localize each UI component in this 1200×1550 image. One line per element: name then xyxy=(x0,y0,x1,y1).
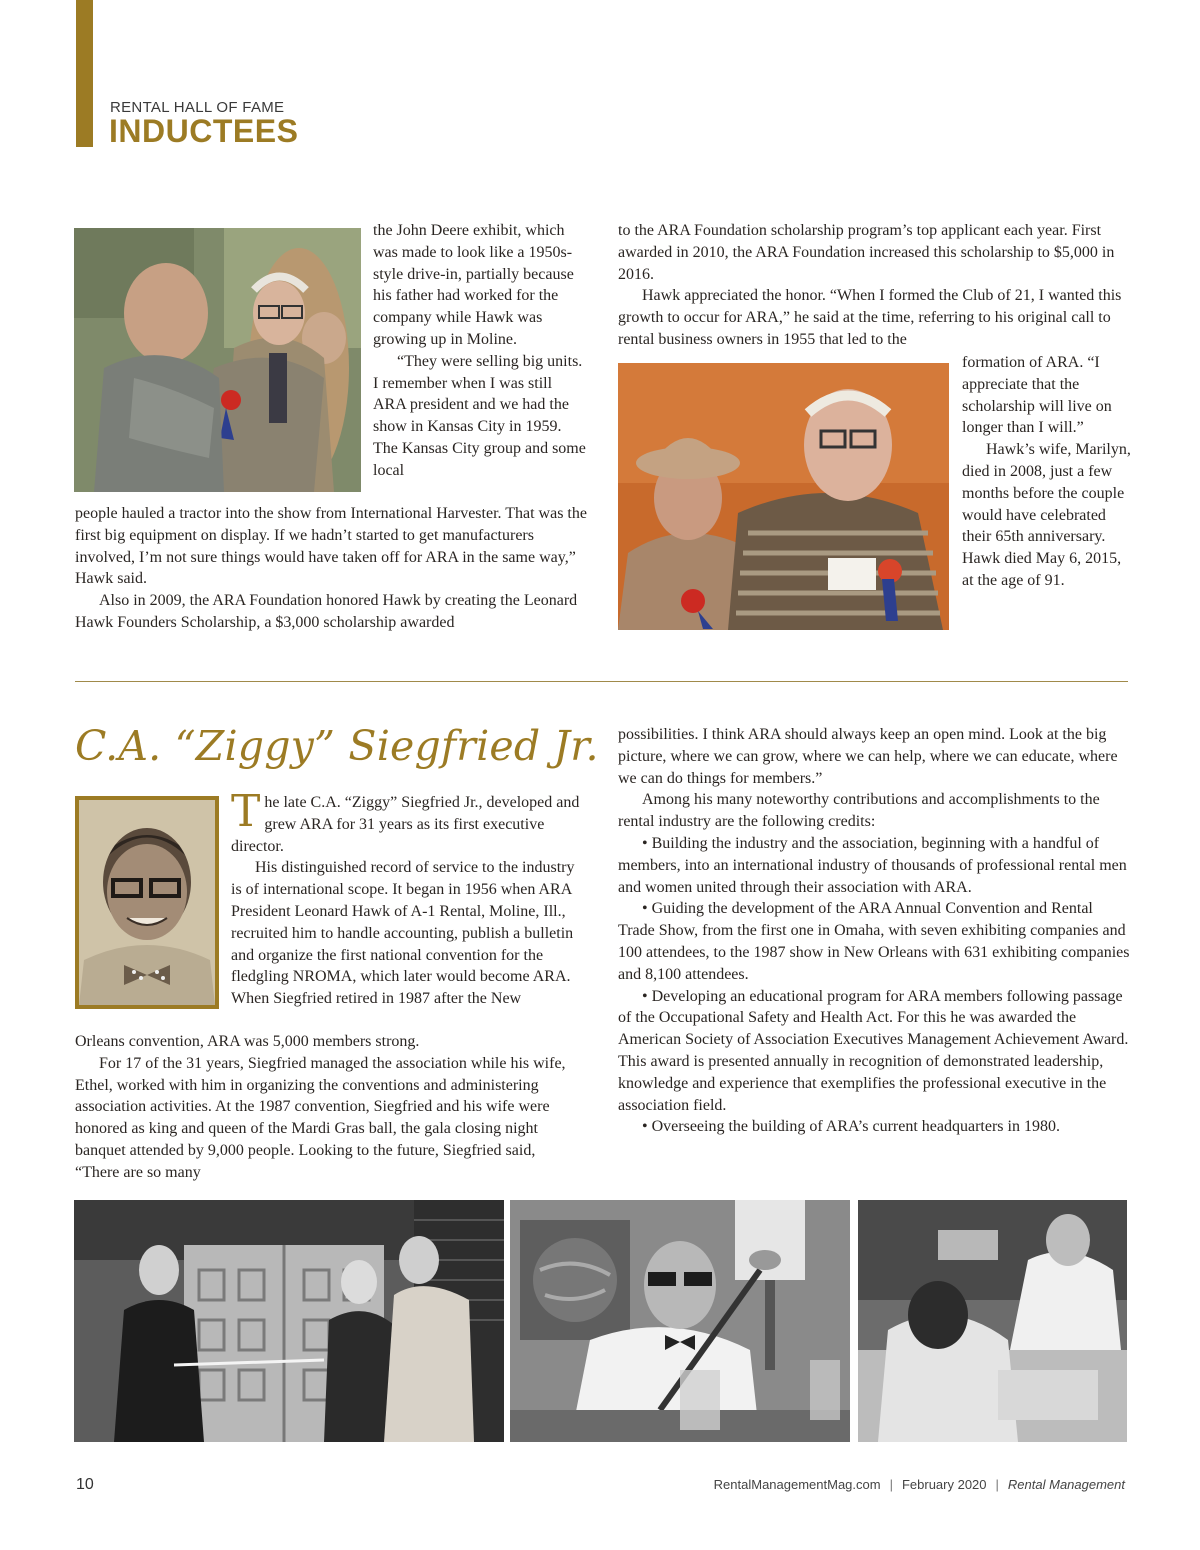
footer-credits xyxy=(714,1477,1125,1492)
hawk-column-2-side xyxy=(962,352,1132,592)
ziggy-column-1-bottom xyxy=(75,1031,575,1184)
list-item: • Building the industry and the association, beginning with a handful of members, into an international industry of thousands of professional rental men and women united through their association with ARA. xyxy=(618,834,1127,896)
paragraph: people hauled a tractor into the show from International Harvester. That was the first big equipment on display. If we hadn’t started to get manufacturers involved, I’m not sure things would have taken off for ARA in the same way,” Hawk said. xyxy=(75,505,587,588)
paragraph: formation of ARA. “I appreciate that the scholarship will live on longer than I will.” xyxy=(962,354,1112,437)
paragraph: His distinguished record of service to the industry is of international scope. It began in 1956 when ARA President Leonard Hawk of A-1 Rental, Moline, Ill., recruited him to handle accounting, publish a bulletin and organize the first national convention for the fledgling NROMA, which later would become ARA. When Siegfried retired in 1987 after the New xyxy=(231,859,575,1008)
photo-office-desk xyxy=(858,1200,1127,1442)
page-number: 10 xyxy=(76,1476,94,1493)
paragraph: Hawk appreciated the honor. “When I formed the Club of 21, I wanted this growth to occur for ARA,” he said at the time, referring to his original call to rental business owners in 1955 that led to the xyxy=(618,287,1122,348)
photo-ribbon-cutting xyxy=(74,1200,504,1442)
hawk-column-1-top xyxy=(373,220,588,482)
footer-separator: | xyxy=(889,1477,893,1492)
paragraph: Orleans convention, ARA was 5,000 members strong. xyxy=(75,1033,420,1050)
list-item: • Guiding the development of the ARA Annual Convention and Rental Trade Show, from the first one in Omaha, with seven exhibiting companies and 100 attendees, to the 1987 show in New Orleans with 631 exhibiting companies and 8,100 attendees. xyxy=(618,900,1130,983)
list-item: • Developing an educational program for ARA members following passage of the Occupational Safety and Health Act. For this he was awarded the American Society of Association Executives Management Achievement Award. This award is presented annually in recognition of demonstrated leadership, knowledge and experience that exemplifies the professional executive in the association field. xyxy=(618,987,1129,1114)
section-divider xyxy=(75,681,1128,682)
paragraph: For 17 of the 31 years, Siegfried managed the association while his wife, Ethel, worked with him in organizing the conventions and administering association activities. At the 1987 convention, Siegfried and his wife were honored as king and queen of the Mardi Gras ball, the gala closing night banquet attended by 9,000 people. Looking to the future, Siegfried said, “There are so many xyxy=(75,1054,566,1181)
paragraph: to the ARA Foundation scholarship program’s top applicant each year. First awarded in 2010, the ARA Foundation increased this scholarship to $5,000 in 2016. xyxy=(618,222,1115,283)
paragraph: possibilities. I think ARA should always keep an open mind. Look at the big picture, where we can grow, where we can help, where we can educate, where we can do things for members.” xyxy=(618,726,1118,787)
footer-issue: February 2020 xyxy=(901,1477,987,1492)
paragraph: he late C.A. “Ziggy” Siegfried Jr., developed and grew ARA for 31 years as its first executive director. xyxy=(231,794,580,855)
hawk-column-1-bottom xyxy=(75,503,590,634)
ziggy-column-1-top xyxy=(231,786,581,1010)
paragraph: “They were selling big units. I remember when I was still ARA president and we had the show in Kansas City in 1959. The Kansas City group and some local xyxy=(373,352,586,479)
list-item: • Overseeing the building of ARA’s current headquarters in 1980. xyxy=(642,1118,1060,1136)
ziggy-column-2 xyxy=(618,724,1130,1138)
paragraph: Hawk’s wife, Marilyn, died in 2008, just a few months before the couple would have celebrated their 65th anniversary. Hawk died May 6, 2015, at the age of 91. xyxy=(962,441,1131,589)
section-accent-bar xyxy=(76,0,93,147)
section-title: INDUCTEES xyxy=(109,113,299,149)
footer-magazine: Rental Management xyxy=(1007,1477,1125,1492)
paragraph: Also in 2009, the ARA Foundation honored Hawk by creating the Leonard Hawk Founders Scholarship, a $3,000 scholarship awarded xyxy=(75,592,578,631)
photo-hawk-and-wife xyxy=(618,363,949,630)
section-kicker: RENTAL HALL OF FAME xyxy=(110,99,285,116)
footer-separator: | xyxy=(995,1477,999,1492)
photo-microphone-speaker xyxy=(510,1200,850,1442)
footer-site: RentalManagementMag.com xyxy=(713,1477,881,1492)
photo-hawk-greeting xyxy=(74,228,361,492)
profile-name-heading: C.A. “Ziggy” Siegfried Jr. xyxy=(75,722,599,770)
portrait-ziggy xyxy=(75,796,219,1009)
paragraph: the John Deere exhibit, which was made to look like a 1950s-style drive-in, partially because his father had worked for the company while Hawk was growing up in Moline. xyxy=(373,222,574,348)
drop-cap: T xyxy=(231,786,261,837)
hawk-column-2-top xyxy=(618,220,1128,351)
paragraph: Among his many noteworthy contributions and accomplishments to the rental industry are the following credits: xyxy=(618,791,1100,831)
